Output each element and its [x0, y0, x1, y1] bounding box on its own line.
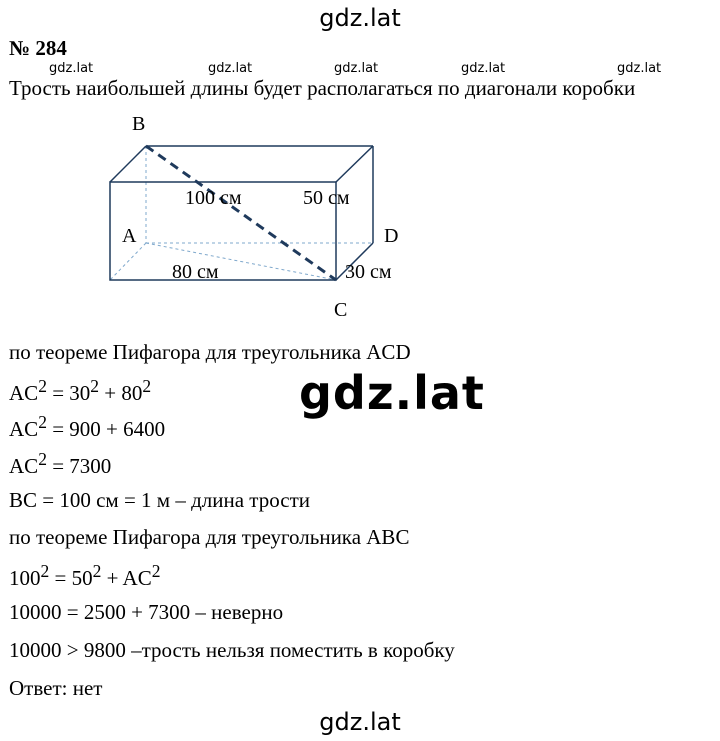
diagonal-bc	[146, 146, 336, 280]
vertex-d-label: D	[384, 225, 399, 247]
hidden-edge	[110, 243, 146, 280]
watermark-small: gdz.lat	[49, 61, 94, 76]
problem-number: № 284	[9, 36, 67, 60]
equation-line: $AC^2 = 900 + 6400$	[9, 412, 166, 441]
box-diagram	[0, 100, 720, 330]
watermark-top: gdz.lat	[319, 4, 401, 32]
solution-line: по теореме Пифагора для треугольника ABC	[9, 525, 410, 549]
length-80-label: 80 см	[172, 261, 219, 283]
watermark-big: gdz.lat	[299, 366, 485, 420]
answer-line: Ответ: нет	[9, 676, 103, 700]
watermark-small: gdz.lat	[461, 61, 506, 76]
watermark-bottom: gdz.lat	[319, 708, 401, 736]
solution-line: BC = 100 см = 1 м – длина трости	[9, 488, 311, 512]
watermark-small: gdz.lat	[334, 61, 379, 76]
box-edge	[336, 146, 373, 182]
length-30-label: 30 см	[345, 261, 392, 283]
equation-line: $AC^2 = 7300$	[9, 449, 112, 478]
vertex-b-label: B	[132, 113, 146, 135]
vertex-a-label: A	[122, 225, 137, 247]
solution-line: по теореме Пифагора для треугольника ACD	[9, 340, 411, 364]
box-edge	[110, 146, 146, 182]
problem-intro: Трость наибольшей длины будет располагаться по диагонали коробки	[9, 76, 636, 100]
vertex-c-label: C	[334, 299, 348, 321]
equation-line: $AC^2 = 30^2 + 80^2$	[9, 376, 152, 405]
solution-line: 10000 = 2500 + 7300 – неверно	[9, 600, 284, 624]
equation-line: $100^2 = 50^2 + AC^2$	[9, 561, 161, 590]
length-100-label: 100 см	[185, 187, 242, 209]
watermark-small: gdz.lat	[617, 61, 662, 76]
solution-line: 10000 > 9800 –трость нельзя поместить в коробку	[9, 638, 455, 662]
length-50-label: 50 см	[303, 187, 350, 209]
watermark-small: gdz.lat	[208, 61, 253, 76]
